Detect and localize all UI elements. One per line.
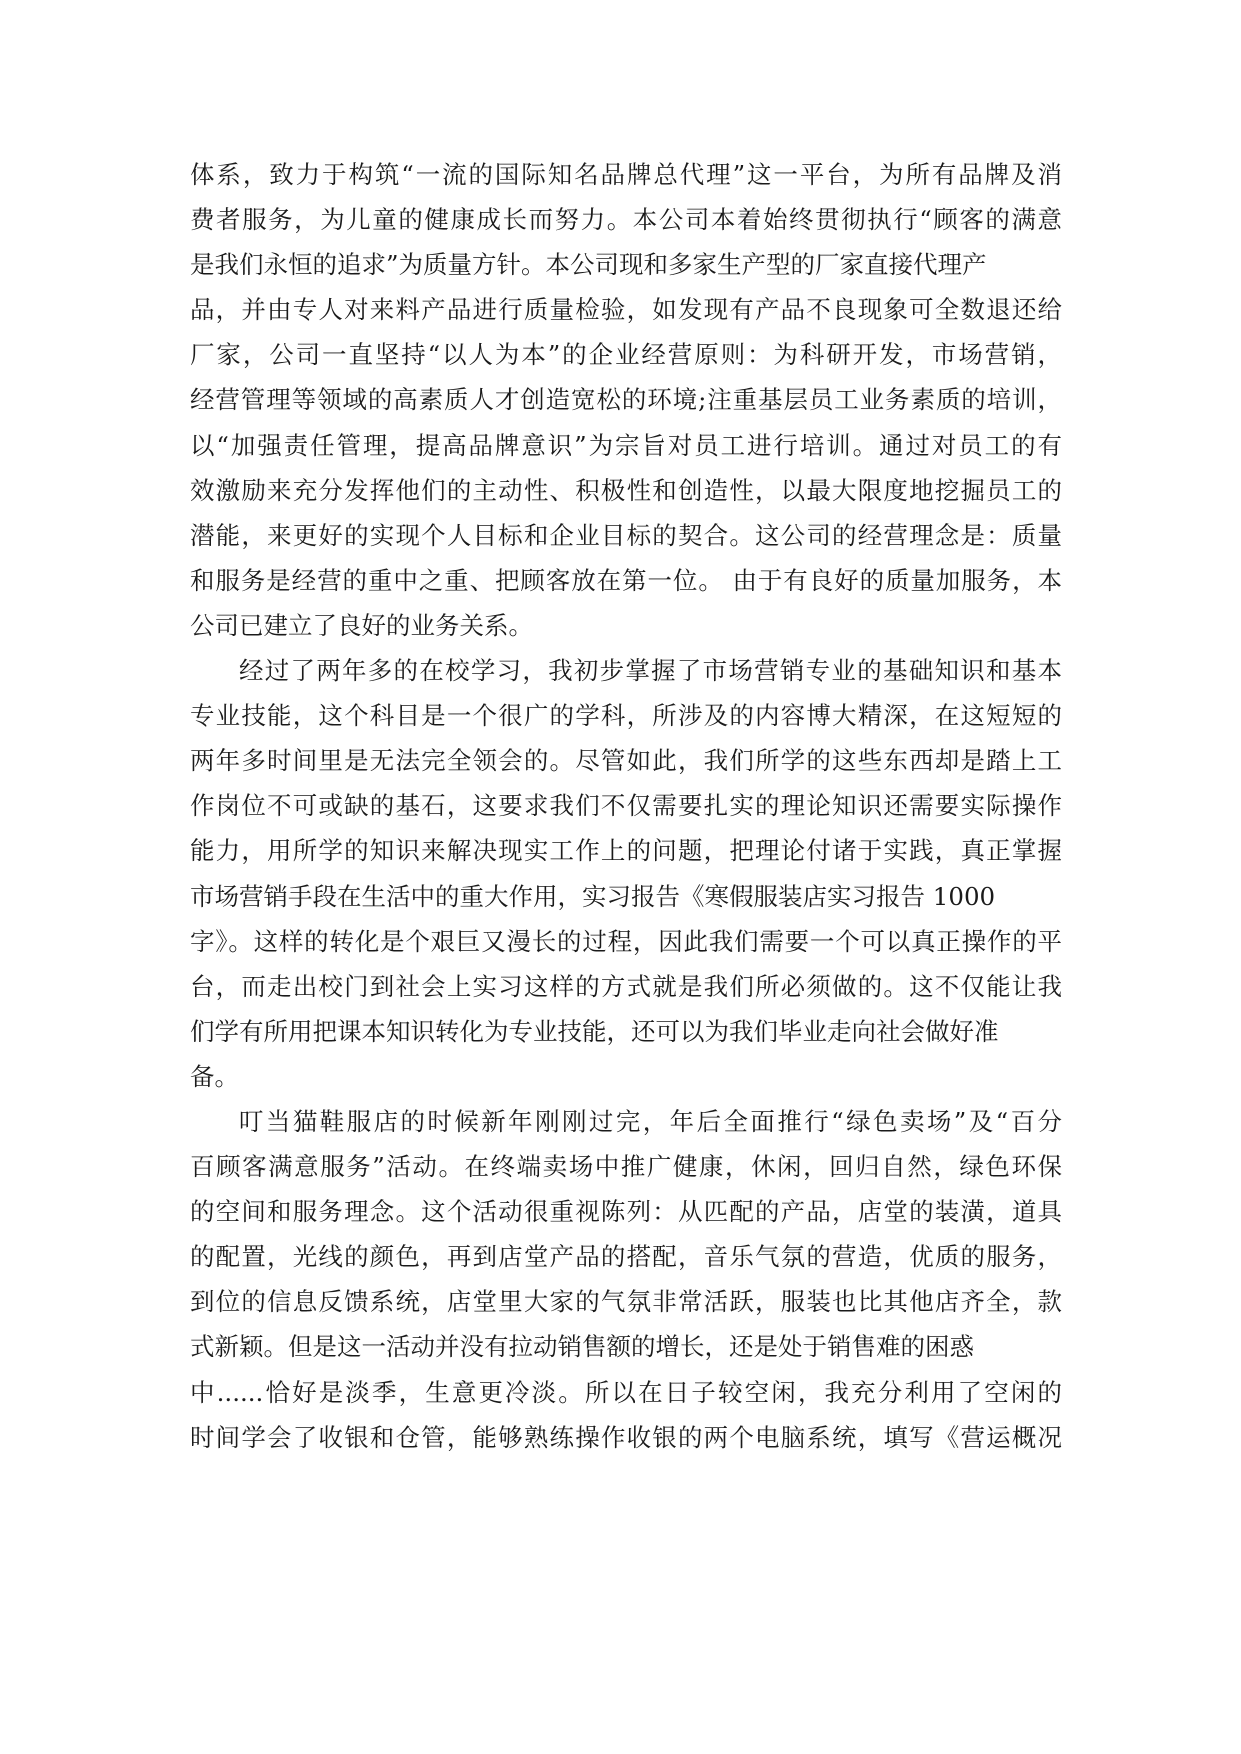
text-line: 市场营销手段在生活中的重大作用，实习报告《寒假服装店实习报告 1000 — [190, 881, 996, 911]
text-line: 字》。这样的转化是个艰巨又漫长的过程，因此我们需要一个可以真正操作的平 — [190, 926, 1062, 956]
text-line: 和服务是经营的重中之重、把顾客放在第一位。 由于有良好的质量加服务，本 — [190, 565, 1062, 595]
text-line: 备。 — [190, 1061, 239, 1091]
text-line: 两年多时间里是无法完全领会的。尽管如此，我们所学的这些东西却是踏上工 — [190, 746, 1062, 776]
text-line: 作岗位不可或缺的基石，这要求我们不仅需要扎实的理论知识还需要实际操作 — [190, 791, 1062, 821]
text-line: 厂家，公司一直坚持“以人为本”的企业经营原则：为科研开发，市场营销， — [190, 340, 1062, 370]
text-line: 能力，用所学的知识来解决现实工作上的问题，把理论付诸于实践，真正掌握 — [190, 836, 1062, 866]
text-line: 潜能，来更好的实现个人目标和企业目标的契合。这公司的经营理念是：质量 — [190, 520, 1062, 550]
text-line: 式新颖。但是这一活动并没有拉动销售额的增长，还是处于销售难的困惑 — [190, 1332, 974, 1362]
text-line: 效激励来充分发挥他们的主动性、积极性和创造性，以最大限度地挖掘员工的 — [190, 475, 1062, 505]
text-line: 的配置，光线的颜色，再到店堂产品的搭配，音乐气氛的营造，优质的服务， — [190, 1242, 1062, 1272]
text-line: 品，并由专人对来料产品进行质量检验，如发现有产品不良现象可全数退还给 — [190, 295, 1062, 325]
text-line: 们学有所用把课本知识转化为专业技能，还可以为我们毕业走向社会做好准 — [190, 1016, 999, 1046]
text-line: 体系，致力于构筑“一流的国际知名品牌总代理”这一平台，为所有品牌及消 — [190, 160, 1062, 189]
text-line: 是我们永恒的追求”为质量方针。本公司现和多家生产型的厂家直接代理产 — [190, 250, 987, 280]
text-line: 叮当猫鞋服店的时候新年刚刚过完，年后全面推行“绿色卖场”及“百分 — [239, 1106, 1062, 1136]
text-line: 费者服务，为儿童的健康成长而努力。本公司本着始终贯彻执行“顾客的满意 — [190, 205, 1062, 235]
text-line: 经营管理等领域的高素质人才创造宽松的环境;注重基层员工业务素质的培训， — [190, 385, 1062, 415]
text-line: 中......恰好是淡季，生意更冷淡。所以在日子较空闲，我充分利用了空闲的 — [190, 1377, 1062, 1407]
text-line: 到位的信息反馈系统，店堂里大家的气氛非常活跃，服装也比其他店齐全，款 — [190, 1287, 1062, 1317]
text-line: 经过了两年多的在校学习，我初步掌握了市场营销专业的基础知识和基本 — [239, 656, 1062, 686]
text-line: 专业技能，这个科目是一个很广的学科，所涉及的内容博大精深，在这短短的 — [190, 701, 1062, 731]
text-line: 百顾客满意服务”活动。在终端卖场中推广健康，休闲，回归自然，绿色环保 — [190, 1152, 1062, 1182]
text-line: 台，而走出校门到社会上实习这样的方式就是我们所必须做的。这不仅能让我 — [190, 971, 1062, 1001]
text-line: 时间学会了收银和仓管，能够熟练操作收银的两个电脑系统，填写《营运概况 — [190, 1422, 1062, 1452]
text-line: 公司已建立了良好的业务关系。 — [190, 610, 533, 640]
text-line: 以“加强责任管理，提高品牌意识”为宗旨对员工进行培训。通过对员工的有 — [190, 430, 1062, 460]
body-text — [190, 152, 1062, 1460]
text-line: 的空间和服务理念。这个活动很重视陈列：从匹配的产品，店堂的装潢，道具 — [190, 1197, 1062, 1227]
